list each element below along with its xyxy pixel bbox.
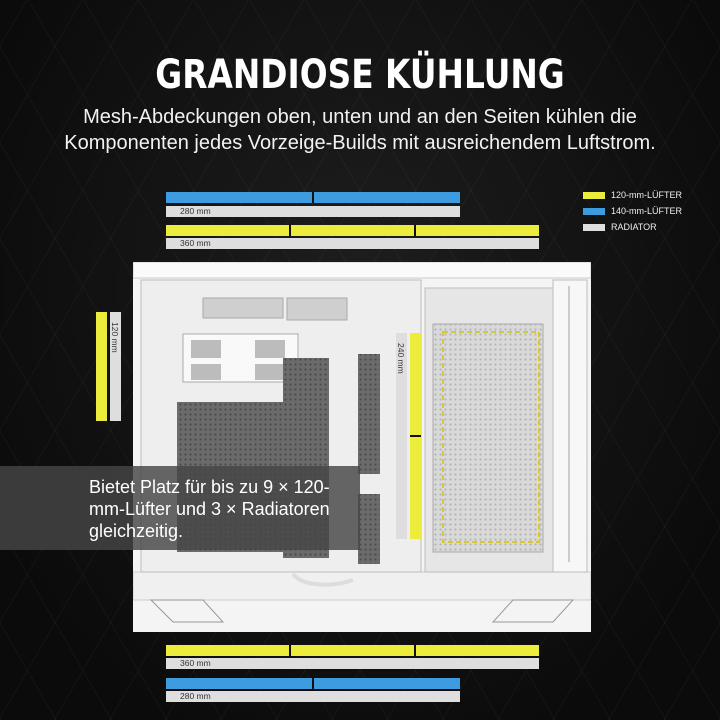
radiator-240-front-label: 240 mm — [396, 343, 406, 374]
fan-140-bottom-bar — [166, 678, 460, 689]
fan-120-side-bar — [96, 312, 107, 421]
radiator-280-top: 280 mm — [166, 206, 460, 217]
radiator-280-bottom: 280 mm — [166, 691, 460, 702]
page-title: GRANDIOSE KÜHLUNG — [155, 52, 565, 98]
legend-swatch-blue — [583, 208, 605, 215]
feature-caption: Bietet Platz für bis zu 9 × 120-mm-Lüfter und 3 × Radiatoren gleichzeitig. — [89, 477, 330, 541]
legend-swatch-yellow — [583, 192, 605, 199]
legend-label-radiator: RADIATOR — [611, 222, 657, 232]
legend-label-120: 120-mm-LÜFTER — [611, 190, 683, 200]
radiator-120-side — [110, 312, 121, 421]
radiator-240-front — [396, 333, 407, 539]
radiator-120-side-label: 120 mm — [110, 322, 120, 353]
case-illustration — [133, 262, 591, 632]
radiator-360-bottom: 360 mm — [166, 658, 539, 669]
fan-120-bottom-bar — [166, 645, 539, 656]
page-subtitle: Mesh-Abdeckungen oben, unten und an den Seiten kühlen die Komponenten jedes Vorzeige-Builds mit ausreichendem Luftstrom. — [64, 106, 656, 154]
fan-120-top-bar — [166, 225, 539, 236]
fan-120-front-bar — [410, 333, 421, 539]
radiator-360-top: 360 mm — [166, 238, 539, 249]
legend-label-140: 140-mm-LÜFTER — [611, 206, 683, 216]
legend-swatch-gray — [583, 224, 605, 231]
feature-caption-box — [0, 466, 360, 550]
fan-140-top-bar — [166, 192, 460, 203]
